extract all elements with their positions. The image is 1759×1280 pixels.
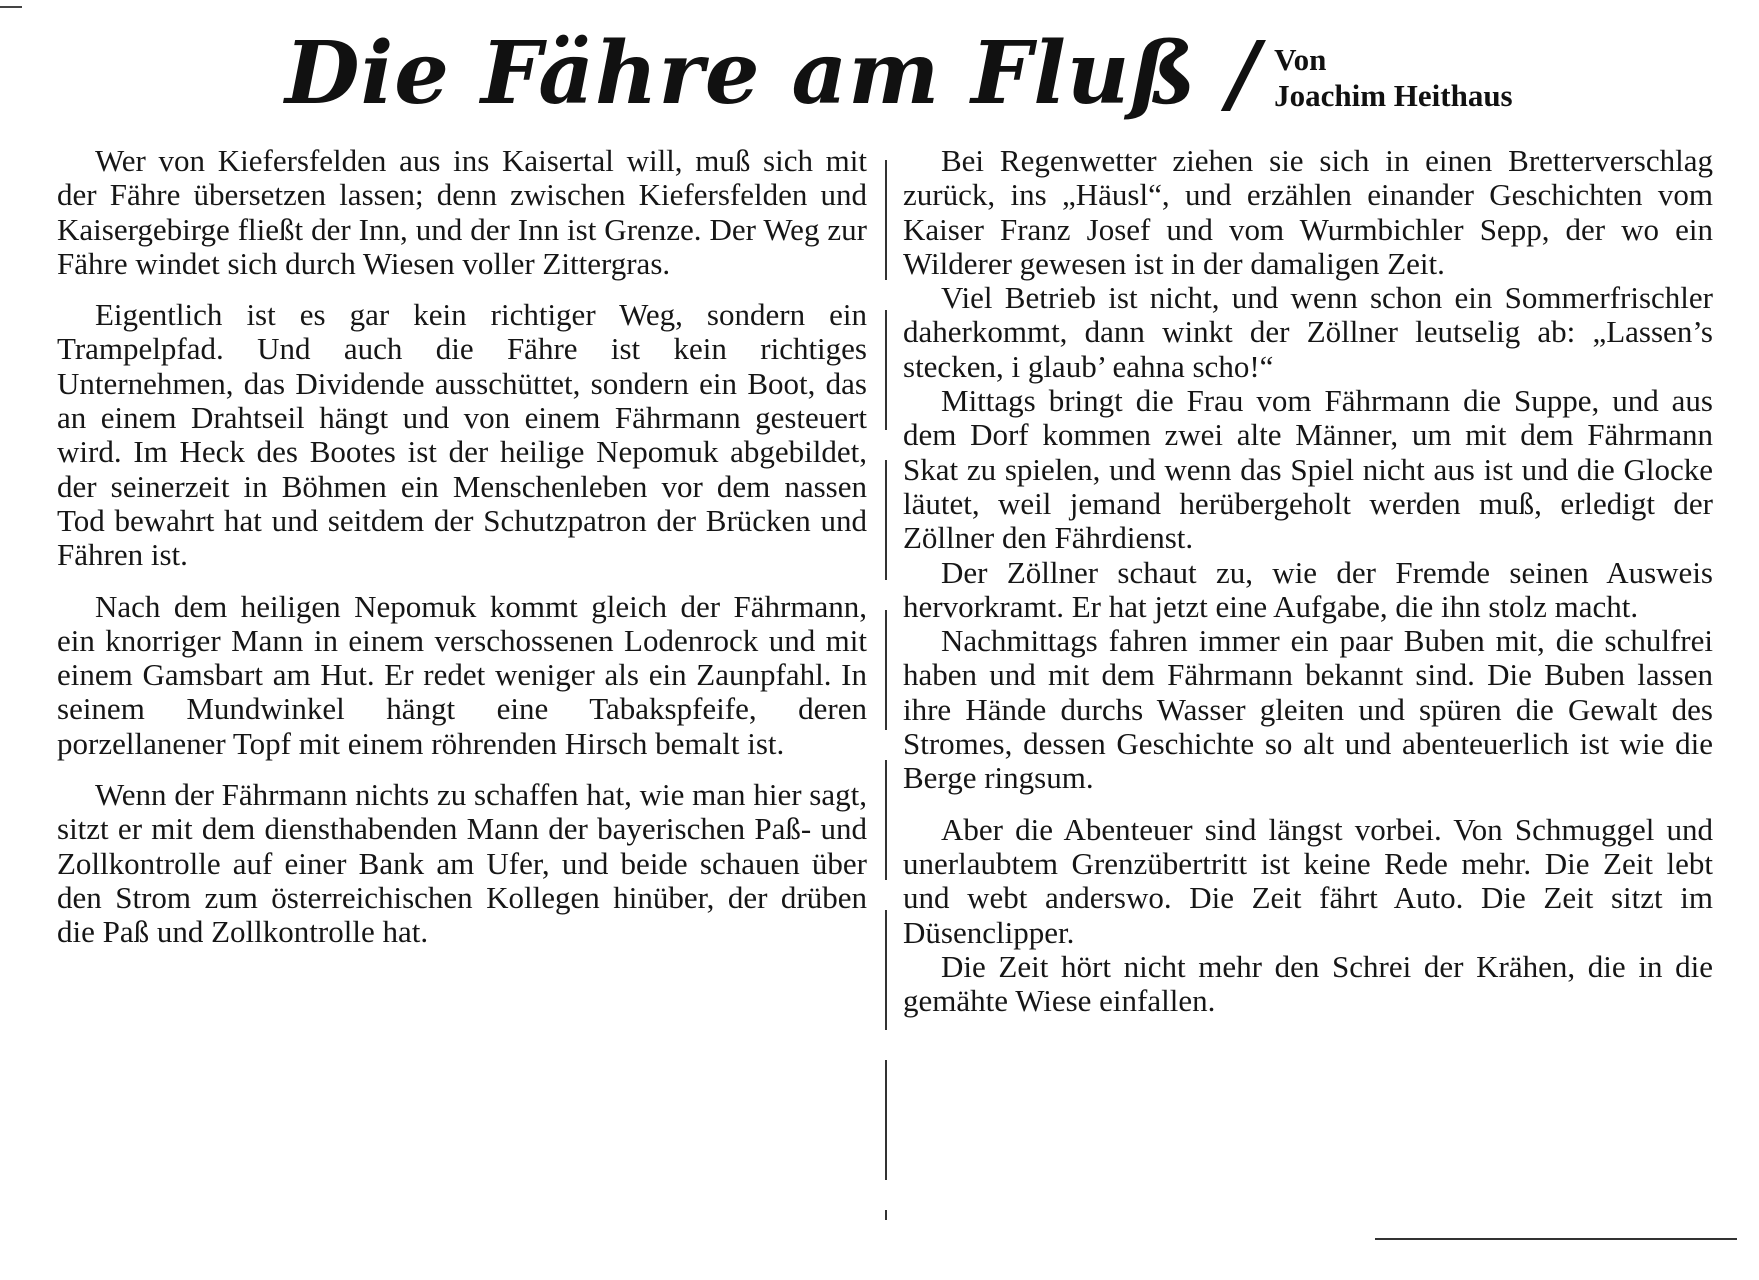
paragraph: Mittags bringt die Frau vom Fährmann die Suppe, und aus dem Dorf kommen zwei alte Männer, um mit dem Fährmann Skat zu spielen, und wenn das Spiel nicht aus ist und die Glocke läutet, weil jemand herübergeholt werden muß, erledigt der Zöllner den Fährdienst. xyxy=(903,383,1713,556)
paragraph: Eigentlich ist es gar kein richtiger Weg, sondern ein Trampelpfad. Und auch die Fähre ist kein richtiges Unternehmen, das Dividende ausschüttet, sondern ein Boot, das an einem Drahtseil hängt und von einem Fährmann gesteuert wird. Im Heck des Bootes ist der heilige Nepomuk abgebildet, der seinerzeit in Böhmen ein Menschenleben vor dem nassen Tod bewahrt hat und seitdem der Schutzpatron der Brücken und Fähren ist. xyxy=(57,297,867,573)
edge-mark xyxy=(0,6,22,8)
paragraph: Wer von Kiefersfelden aus ins Kaisertal will, muß sich mit der Fähre übersetzen lassen; denn zwischen Kiefersfelden und Kaisergebirge fließt der Inn, und der Inn ist Grenze. Der Weg zur Fähre windet sich durch Wiesen voller Zittergras. xyxy=(57,143,867,281)
left-column xyxy=(57,144,867,950)
column-divider xyxy=(885,160,887,1220)
paragraph: Bei Regenwetter ziehen sie sich in einen Bretterverschlag zurück, ins „Häusl“, und erzählen einander Geschichten vom Kaiser Franz Josef und vom Wurmbichler Sepp, der wo ein Wilderer gewesen ist in der damaligen Zeit. xyxy=(903,143,1713,281)
article-title: Die Fähre am Fluß / xyxy=(285,23,1261,124)
paragraph: Viel Betrieb ist nicht, und wenn schon ein Sommerfrischler daherkommt, dann winkt der Zöllner leutselig ab: „Lassen’s stecken, i glaub’ eahna scho!“ xyxy=(903,280,1713,384)
right-column xyxy=(903,144,1713,1018)
end-rule xyxy=(1375,1238,1737,1240)
article-header xyxy=(285,24,1513,134)
byline-prefix: Von xyxy=(1274,42,1327,77)
paragraph: Wenn der Fährmann nichts zu schaffen hat, wie man hier sagt, sitzt er mit dem diensthabenden Mann der bayerischen Paß- und Zollkontrolle auf einer Bank am Ufer, und beide schauen über den Strom zum österreichischen Kollegen hinüber, der drüben die Paß und Zollkontrolle hat. xyxy=(57,777,867,950)
byline-author: Joachim Heithaus xyxy=(1274,78,1513,113)
paragraph: Nach dem heiligen Nepomuk kommt gleich der Fährmann, ein knorriger Mann in einem verschossenen Lodenrock und mit einem Gamsbart am Hut. Er redet weniger als ein Zaunpfahl. In seinem Mundwinkel hängt eine Tabakspfeife, deren porzellanener Topf mit einem röhrenden Hirsch bemalt ist. xyxy=(57,588,867,761)
paragraph: Der Zöllner schaut zu, wie der Fremde seinen Ausweis hervorkramt. Er hat jetzt eine Aufgabe, die ihn stolz macht. xyxy=(903,554,1713,624)
paragraph: Aber die Abenteuer sind längst vorbei. Von Schmuggel und unerlaubtem Grenzübertritt ist keine Rede mehr. Die Zeit lebt und webt anderswo. Die Zeit fährt Auto. Die Zeit sitzt im Düsenclipper. xyxy=(903,811,1713,950)
paragraph: Die Zeit hört nicht mehr den Schrei der Krähen, die in die gemähte Wiese einfallen. xyxy=(903,948,1713,1019)
byline xyxy=(1274,42,1513,114)
paragraph: Nachmittags fahren immer ein paar Buben mit, die schulfrei haben und mit dem Fährmann bekannt sind. Die Buben lassen ihre Hände durchs Wasser gleiten und spüren die Gewalt des Stromes, dessen Geschichte so alt und abenteuerlich ist wie die Berge ringsum. xyxy=(903,623,1713,796)
